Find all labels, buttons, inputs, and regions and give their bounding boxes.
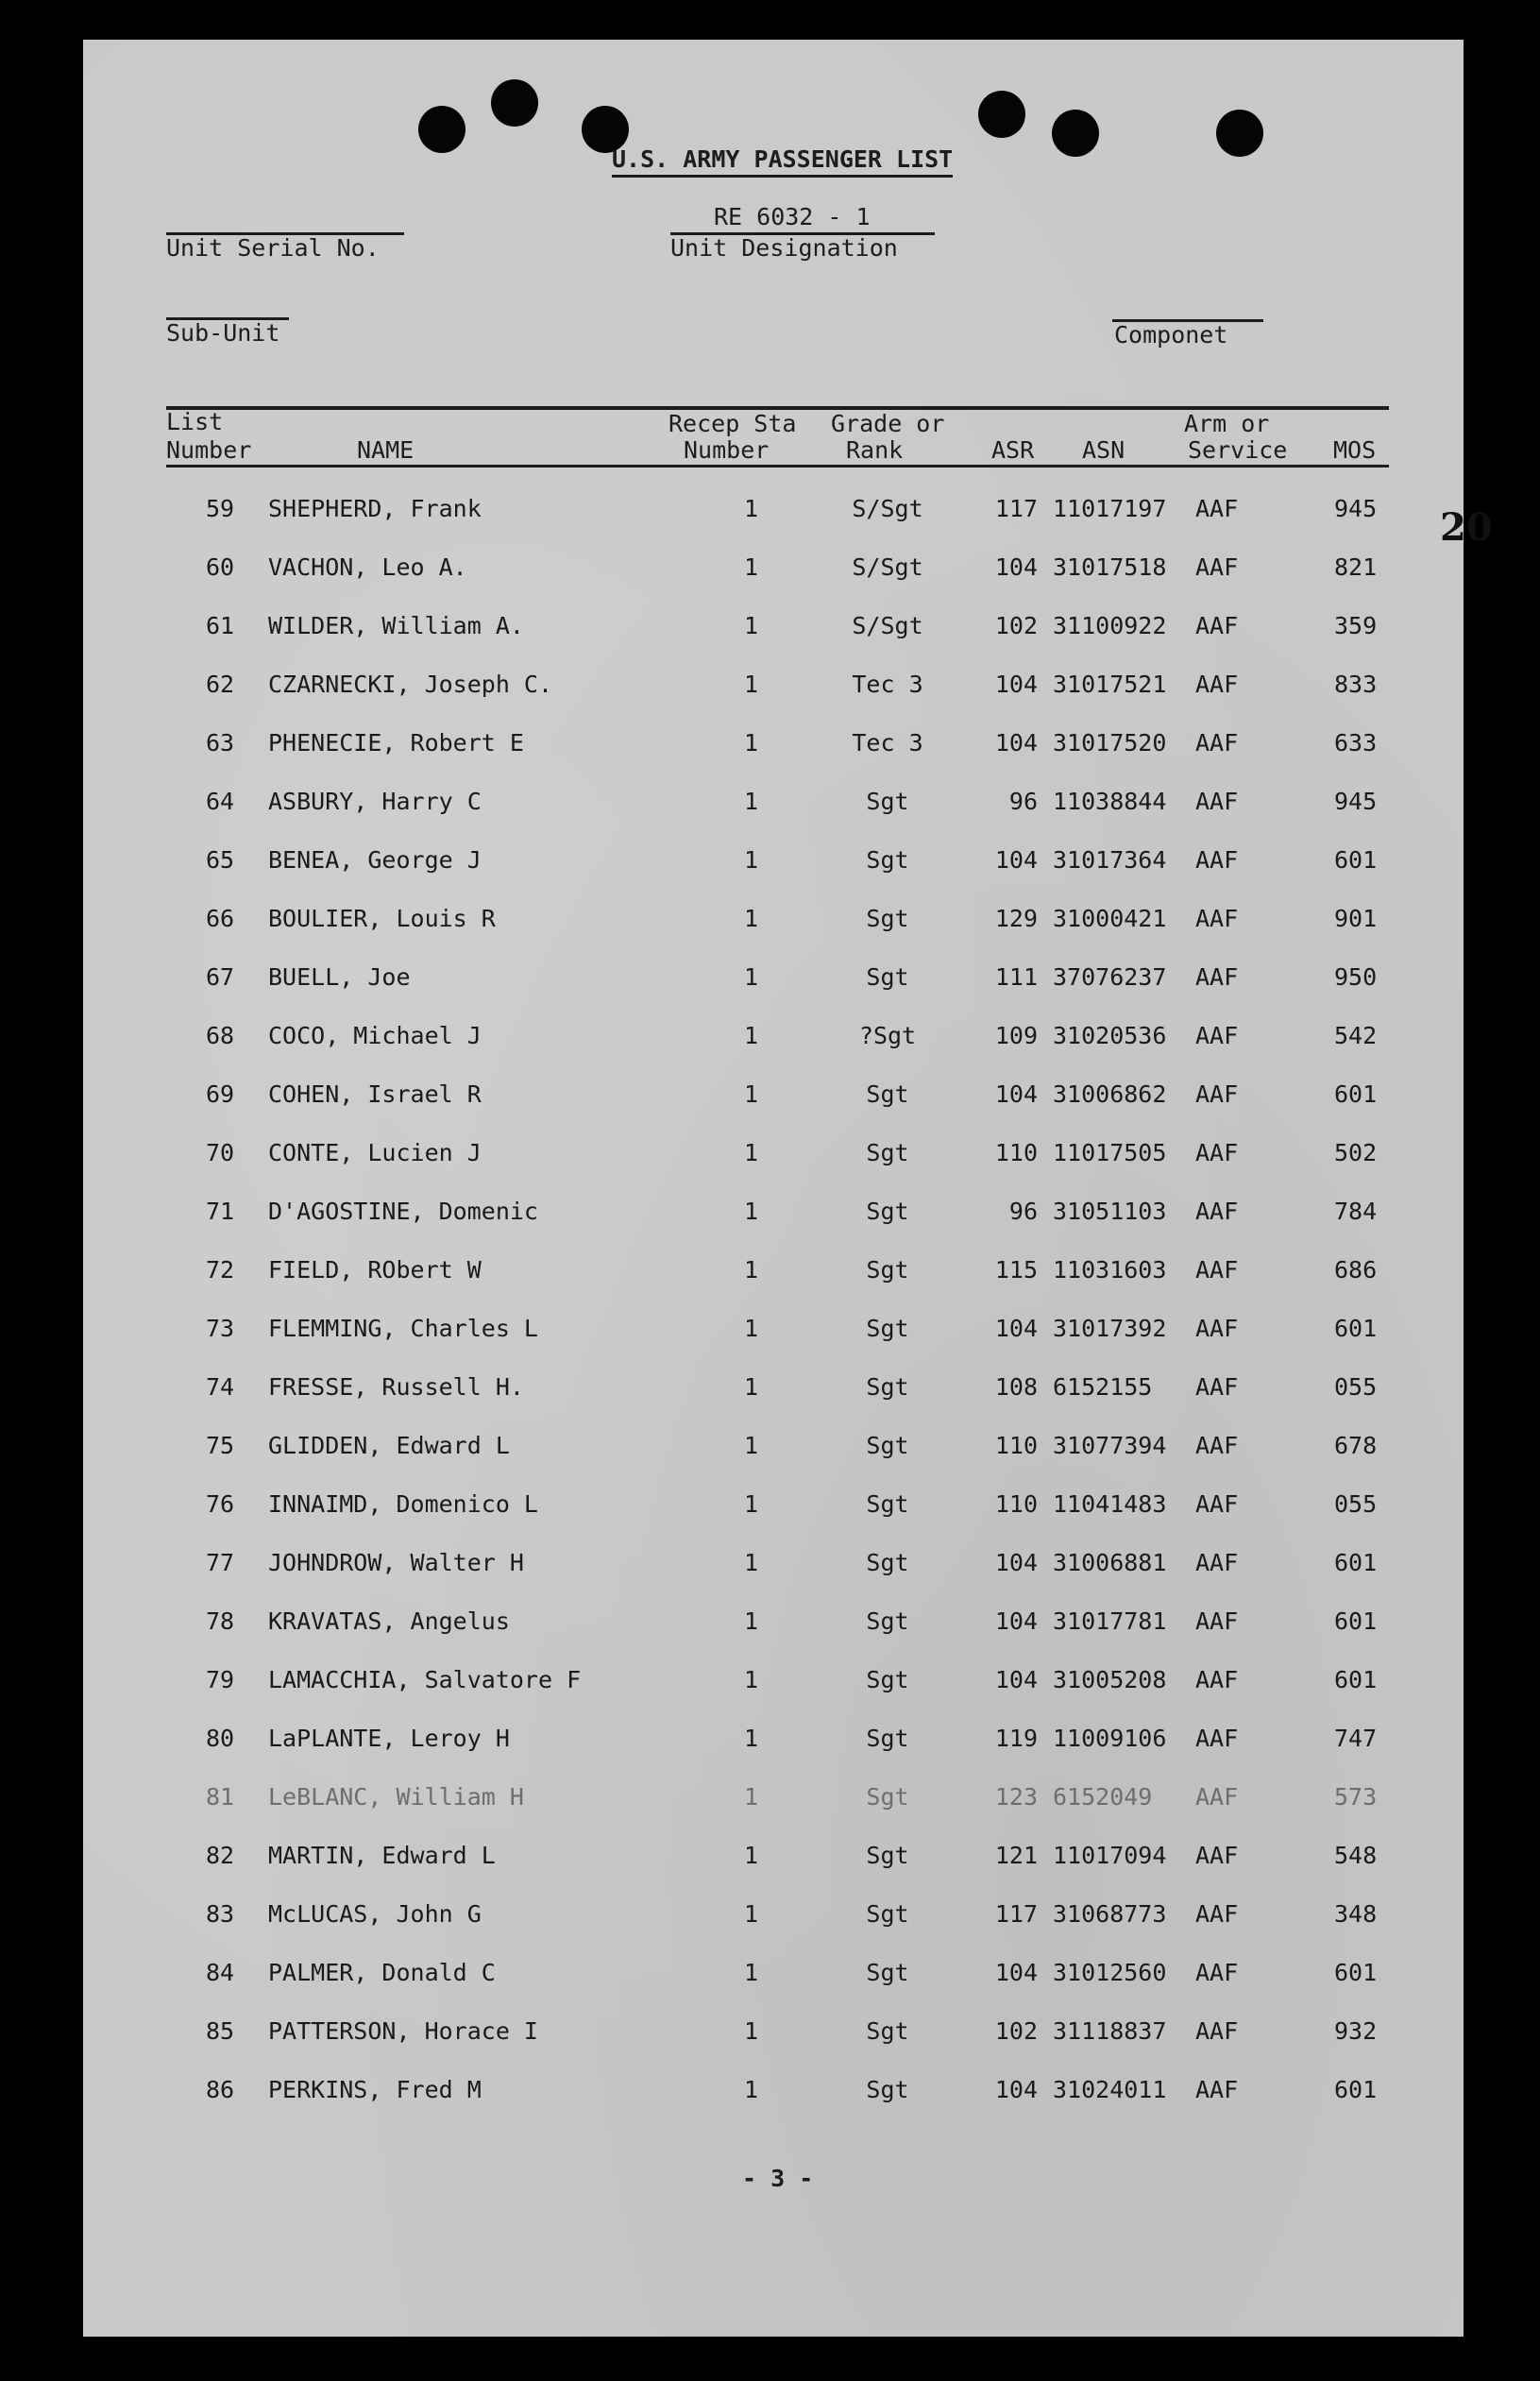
asn-number: 31118837	[1053, 2017, 1167, 2045]
passenger-name: LaPLANTE, Leroy H	[268, 1725, 510, 1752]
table-row	[83, 1783, 1464, 1821]
mos-code: 055	[1334, 1490, 1378, 1518]
asn-number: 31012560	[1053, 1959, 1167, 1986]
arm-service: AAF	[1195, 1315, 1239, 1342]
mos-code: 348	[1334, 1900, 1378, 1928]
table-row	[83, 1432, 1464, 1470]
passenger-name: PHENECIE, Robert E	[268, 729, 524, 757]
list-number: 62	[206, 671, 235, 698]
list-number: 76	[206, 1490, 235, 1518]
passenger-name: BENEA, George J	[268, 846, 482, 874]
passenger-name: CONTE, Lucien J	[268, 1139, 482, 1166]
table-row	[83, 1900, 1464, 1938]
passenger-name: PERKINS, Fred M	[268, 2076, 482, 2103]
list-number: 60	[206, 553, 235, 581]
arm-service: AAF	[1195, 1842, 1239, 1869]
list-number: 85	[206, 2017, 235, 2045]
grade-rank: Sgt	[866, 1139, 909, 1166]
recep-sta-number: 1	[744, 1022, 759, 1049]
recep-sta-number: 1	[744, 1725, 759, 1752]
table-row	[83, 1725, 1464, 1762]
list-number: 83	[206, 1900, 235, 1928]
grade-rank: Sgt	[866, 1549, 909, 1576]
asn-number: 11009106	[1053, 1725, 1167, 1752]
grade-rank: Sgt	[866, 1198, 909, 1225]
arm-service: AAF	[1195, 1080, 1239, 1108]
arm-service: AAF	[1195, 1373, 1239, 1401]
mos-code: 601	[1334, 1607, 1378, 1635]
passenger-name: COCO, Michael J	[268, 1022, 482, 1049]
table-row	[83, 1256, 1464, 1294]
asr-score: 117	[994, 495, 1038, 522]
grade-rank: Sgt	[866, 788, 909, 815]
punch-hole	[491, 79, 538, 127]
grade-rank: Sgt	[866, 1725, 909, 1752]
recep-sta-number: 1	[744, 612, 759, 639]
passenger-name: ASBURY, Harry C	[268, 788, 482, 815]
list-number: 59	[206, 495, 235, 522]
recep-sta-number: 1	[744, 1080, 759, 1108]
table-row	[83, 846, 1464, 884]
list-number: 66	[206, 905, 235, 932]
asn-number: 31017518	[1053, 553, 1167, 581]
mos-code: 548	[1334, 1842, 1378, 1869]
mos-code: 573	[1334, 1783, 1378, 1811]
arm-service: AAF	[1195, 1490, 1239, 1518]
asn-number: 11038844	[1053, 788, 1167, 815]
table-row	[83, 1666, 1464, 1704]
asr-score: 96	[1008, 1198, 1038, 1225]
passenger-name: MARTIN, Edward L	[268, 1842, 496, 1869]
recep-sta-number: 1	[744, 1490, 759, 1518]
asn-number: 31024011	[1053, 2076, 1167, 2103]
table-row	[83, 1139, 1464, 1177]
grade-rank: Sgt	[866, 1842, 909, 1869]
grade-rank: Sgt	[866, 1783, 909, 1811]
table-row	[83, 729, 1464, 767]
passenger-name: KRAVATAS, Angelus	[268, 1607, 510, 1635]
arm-service: AAF	[1195, 1900, 1239, 1928]
mos-code: 502	[1334, 1139, 1378, 1166]
recep-sta-number: 1	[744, 671, 759, 698]
header-recep-sta: Recep Sta	[668, 410, 797, 437]
page-number: - 3 -	[742, 2165, 814, 2192]
asr-score: 102	[994, 612, 1038, 639]
passenger-name: INNAIMD, Domenico L	[268, 1490, 538, 1518]
margin-page-mark: 20	[1440, 505, 1493, 550]
arm-service: AAF	[1195, 963, 1239, 991]
asr-score: 108	[994, 1373, 1038, 1401]
recep-sta-number: 1	[744, 1256, 759, 1284]
header-grade: Grade or	[831, 410, 945, 437]
recep-sta-number: 1	[744, 1432, 759, 1459]
recep-sta-number: 1	[744, 1607, 759, 1635]
asr-score: 104	[994, 1080, 1038, 1108]
grade-rank: Sgt	[866, 1432, 909, 1459]
grade-rank: Sgt	[866, 963, 909, 991]
asr-score: 110	[994, 1432, 1038, 1459]
recep-sta-number: 1	[744, 1783, 759, 1811]
punch-hole	[1216, 110, 1263, 157]
grade-rank: Sgt	[866, 1959, 909, 1986]
unit-serial-label: Unit Serial No.	[166, 234, 380, 262]
list-number: 86	[206, 2076, 235, 2103]
passenger-name: COHEN, Israel R	[268, 1080, 482, 1108]
asr-score: 111	[994, 963, 1038, 991]
arm-service: AAF	[1195, 1139, 1239, 1166]
mos-code: 601	[1334, 2076, 1378, 2103]
grade-rank: Sgt	[866, 1315, 909, 1342]
recep-sta-number: 1	[744, 1666, 759, 1693]
grade-rank: Sgt	[866, 1080, 909, 1108]
list-number: 72	[206, 1256, 235, 1284]
header-rank: Rank	[846, 436, 904, 464]
arm-service: AAF	[1195, 495, 1239, 522]
recep-sta-number: 1	[744, 788, 759, 815]
list-number: 78	[206, 1607, 235, 1635]
asn-number: 11017197	[1053, 495, 1167, 522]
table-row	[83, 1549, 1464, 1587]
header-service: Service	[1188, 436, 1288, 464]
grade-rank: Sgt	[866, 1490, 909, 1518]
table-row	[83, 1959, 1464, 1997]
mos-code: 601	[1334, 1666, 1378, 1693]
unit-designation-value: RE 6032 - 1	[714, 203, 871, 230]
list-number: 75	[206, 1432, 235, 1459]
arm-service: AAF	[1195, 1549, 1239, 1576]
list-number: 84	[206, 1959, 235, 1986]
recep-sta-number: 1	[744, 1959, 759, 1986]
passenger-name: SHEPHERD, Frank	[268, 495, 482, 522]
grade-rank: S/Sgt	[852, 553, 923, 581]
mos-code: 784	[1334, 1198, 1378, 1225]
grade-rank: Sgt	[866, 1900, 909, 1928]
table-header-bottom-rule	[166, 465, 1389, 468]
arm-service: AAF	[1195, 1725, 1239, 1752]
arm-service: AAF	[1195, 905, 1239, 932]
asn-number: 11017094	[1053, 1842, 1167, 1869]
mos-code: 359	[1334, 612, 1378, 639]
table-row	[83, 612, 1464, 650]
mos-code: 601	[1334, 1959, 1378, 1986]
asr-score: 121	[994, 1842, 1038, 1869]
passenger-name: PATTERSON, Horace I	[268, 2017, 538, 2045]
list-number: 74	[206, 1373, 235, 1401]
asn-number: 31017521	[1053, 671, 1167, 698]
asr-score: 104	[994, 671, 1038, 698]
passenger-name: LeBLANC, William H	[268, 1783, 524, 1811]
asn-number: 31017781	[1053, 1607, 1167, 1635]
asr-score: 115	[994, 1256, 1038, 1284]
asr-score: 102	[994, 2017, 1038, 2045]
arm-service: AAF	[1195, 1256, 1239, 1284]
list-number: 69	[206, 1080, 235, 1108]
recep-sta-number: 1	[744, 1139, 759, 1166]
asn-number: 11017505	[1053, 1139, 1167, 1166]
list-number: 65	[206, 846, 235, 874]
recep-sta-number: 1	[744, 553, 759, 581]
header-name: NAME	[357, 436, 415, 464]
header-mos: MOS	[1333, 436, 1377, 464]
mos-code: 055	[1334, 1373, 1378, 1401]
document-title: U.S. ARMY PASSENGER LIST	[612, 145, 953, 178]
arm-service: AAF	[1195, 1607, 1239, 1635]
grade-rank: Sgt	[866, 905, 909, 932]
asn-number: 31006881	[1053, 1549, 1167, 1576]
recep-sta-number: 1	[744, 1198, 759, 1225]
asn-number: 31017392	[1053, 1315, 1167, 1342]
table-row	[83, 963, 1464, 1001]
asr-score: 109	[994, 1022, 1038, 1049]
header-asr: ASR	[991, 436, 1035, 464]
header-recep-number: Number	[684, 436, 770, 464]
mos-code: 601	[1334, 846, 1378, 874]
asn-number: 31077394	[1053, 1432, 1167, 1459]
arm-service: AAF	[1195, 671, 1239, 698]
recep-sta-number: 1	[744, 2017, 759, 2045]
recep-sta-number: 1	[744, 1549, 759, 1576]
table-row	[83, 2017, 1464, 2055]
table-row	[83, 1842, 1464, 1879]
asn-number: 31068773	[1053, 1900, 1167, 1928]
grade-rank: S/Sgt	[852, 612, 923, 639]
passenger-name: VACHON, Leo A.	[268, 553, 467, 581]
table-row	[83, 1373, 1464, 1411]
passenger-name: CZARNECKI, Joseph C.	[268, 671, 553, 698]
recep-sta-number: 1	[744, 1900, 759, 1928]
table-row	[83, 1607, 1464, 1645]
list-number: 67	[206, 963, 235, 991]
asn-number: 11041483	[1053, 1490, 1167, 1518]
list-number: 68	[206, 1022, 235, 1049]
asr-score: 104	[994, 1666, 1038, 1693]
asn-number: 6152155	[1053, 1373, 1153, 1401]
asr-score: 104	[994, 1549, 1038, 1576]
passenger-name: D'AGOSTINE, Domenic	[268, 1198, 538, 1225]
mos-code: 678	[1334, 1432, 1378, 1459]
passenger-name: McLUCAS, John G	[268, 1900, 482, 1928]
grade-rank: Tec 3	[852, 729, 923, 757]
arm-service: AAF	[1195, 788, 1239, 815]
passenger-name: BUELL, Joe	[268, 963, 411, 991]
sub-unit-label: Sub-Unit	[166, 319, 280, 347]
passenger-name: GLIDDEN, Edward L	[268, 1432, 510, 1459]
asr-score: 110	[994, 1139, 1038, 1166]
arm-service: AAF	[1195, 1959, 1239, 1986]
grade-rank: Tec 3	[852, 671, 923, 698]
table-row	[83, 553, 1464, 591]
mos-code: 945	[1334, 788, 1378, 815]
arm-service: AAF	[1195, 1432, 1239, 1459]
mos-code: 833	[1334, 671, 1378, 698]
header-list-number: Number	[166, 436, 252, 464]
arm-service: AAF	[1195, 1783, 1239, 1811]
table-row	[83, 1490, 1464, 1528]
arm-service: AAF	[1195, 1666, 1239, 1693]
asn-number: 31000421	[1053, 905, 1167, 932]
list-number: 73	[206, 1315, 235, 1342]
recep-sta-number: 1	[744, 495, 759, 522]
arm-service: AAF	[1195, 1198, 1239, 1225]
table-row	[83, 671, 1464, 708]
arm-service: AAF	[1195, 1022, 1239, 1049]
asr-score: 117	[994, 1900, 1038, 1928]
table-row	[83, 1198, 1464, 1235]
list-number: 64	[206, 788, 235, 815]
mos-code: 932	[1334, 2017, 1378, 2045]
asr-score: 104	[994, 553, 1038, 581]
asr-score: 123	[994, 1783, 1038, 1811]
passenger-name: PALMER, Donald C	[268, 1959, 496, 1986]
punch-hole	[1052, 110, 1099, 157]
recep-sta-number: 1	[744, 729, 759, 757]
mos-code: 633	[1334, 729, 1378, 757]
header-arm: Arm or	[1184, 410, 1270, 437]
list-number: 61	[206, 612, 235, 639]
grade-rank: Sgt	[866, 1666, 909, 1693]
mos-code: 950	[1334, 963, 1378, 991]
recep-sta-number: 1	[744, 963, 759, 991]
passenger-name: FIELD, RObert W	[268, 1256, 482, 1284]
grade-rank: Sgt	[866, 2017, 909, 2045]
asr-score: 104	[994, 1959, 1038, 1986]
mos-code: 601	[1334, 1080, 1378, 1108]
list-number: 82	[206, 1842, 235, 1869]
table-row	[83, 1315, 1464, 1352]
arm-service: AAF	[1195, 553, 1239, 581]
asr-score: 104	[994, 2076, 1038, 2103]
grade-rank: Sgt	[866, 1256, 909, 1284]
recep-sta-number: 1	[744, 1315, 759, 1342]
recep-sta-number: 1	[744, 905, 759, 932]
list-number: 80	[206, 1725, 235, 1752]
list-number: 63	[206, 729, 235, 757]
asn-number: 31100922	[1053, 612, 1167, 639]
list-number: 71	[206, 1198, 235, 1225]
header-asn: ASN	[1082, 436, 1125, 464]
arm-service: AAF	[1195, 612, 1239, 639]
asr-score: 104	[994, 1315, 1038, 1342]
mos-code: 821	[1334, 553, 1378, 581]
passenger-name: FRESSE, Russell H.	[268, 1373, 524, 1401]
punch-hole	[418, 106, 465, 153]
passenger-name: LAMACCHIA, Salvatore F	[268, 1666, 582, 1693]
asn-number: 31020536	[1053, 1022, 1167, 1049]
asr-score: 104	[994, 729, 1038, 757]
asn-number: 31017364	[1053, 846, 1167, 874]
list-number: 79	[206, 1666, 235, 1693]
grade-rank: ?Sgt	[858, 1022, 917, 1049]
arm-service: AAF	[1195, 2017, 1239, 2045]
asn-number: 37076237	[1053, 963, 1167, 991]
recep-sta-number: 1	[744, 846, 759, 874]
asn-number: 6152049	[1053, 1783, 1153, 1811]
mos-code: 747	[1334, 1725, 1378, 1752]
mos-code: 601	[1334, 1549, 1378, 1576]
document-sheet	[83, 40, 1464, 2337]
asr-score: 96	[1008, 788, 1038, 815]
arm-service: AAF	[1195, 729, 1239, 757]
mos-code: 945	[1334, 495, 1378, 522]
grade-rank: Sgt	[866, 846, 909, 874]
asr-score: 119	[994, 1725, 1038, 1752]
asn-number: 11031603	[1053, 1256, 1167, 1284]
asr-score: 110	[994, 1490, 1038, 1518]
mos-code: 601	[1334, 1315, 1378, 1342]
table-row	[83, 905, 1464, 943]
table-row	[83, 1080, 1464, 1118]
table-row	[83, 2076, 1464, 2114]
list-number: 77	[206, 1549, 235, 1576]
table-row	[83, 495, 1464, 533]
mos-code: 686	[1334, 1256, 1378, 1284]
recep-sta-number: 1	[744, 2076, 759, 2103]
asn-number: 31017520	[1053, 729, 1167, 757]
asr-score: 129	[994, 905, 1038, 932]
arm-service: AAF	[1195, 846, 1239, 874]
passenger-name: WILDER, William A.	[268, 612, 524, 639]
asn-number: 31005208	[1053, 1666, 1167, 1693]
passenger-name: BOULIER, Louis R	[268, 905, 496, 932]
list-number: 81	[206, 1783, 235, 1811]
grade-rank: Sgt	[866, 2076, 909, 2103]
unit-designation-label: Unit Designation	[670, 234, 898, 262]
componet-label: Componet	[1114, 321, 1228, 349]
recep-sta-number: 1	[744, 1373, 759, 1401]
grade-rank: Sgt	[866, 1373, 909, 1401]
header-list: List	[166, 408, 224, 435]
arm-service: AAF	[1195, 2076, 1239, 2103]
mos-code: 901	[1334, 905, 1378, 932]
grade-rank: S/Sgt	[852, 495, 923, 522]
passenger-name: FLEMMING, Charles L	[268, 1315, 538, 1342]
mos-code: 542	[1334, 1022, 1378, 1049]
asr-score: 104	[994, 1607, 1038, 1635]
asn-number: 31051103	[1053, 1198, 1167, 1225]
asr-score: 104	[994, 846, 1038, 874]
table-row	[83, 788, 1464, 825]
table-row	[83, 1022, 1464, 1060]
asn-number: 31006862	[1053, 1080, 1167, 1108]
passenger-name: JOHNDROW, Walter H	[268, 1549, 524, 1576]
punch-hole	[978, 91, 1025, 138]
list-number: 70	[206, 1139, 235, 1166]
grade-rank: Sgt	[866, 1607, 909, 1635]
recep-sta-number: 1	[744, 1842, 759, 1869]
